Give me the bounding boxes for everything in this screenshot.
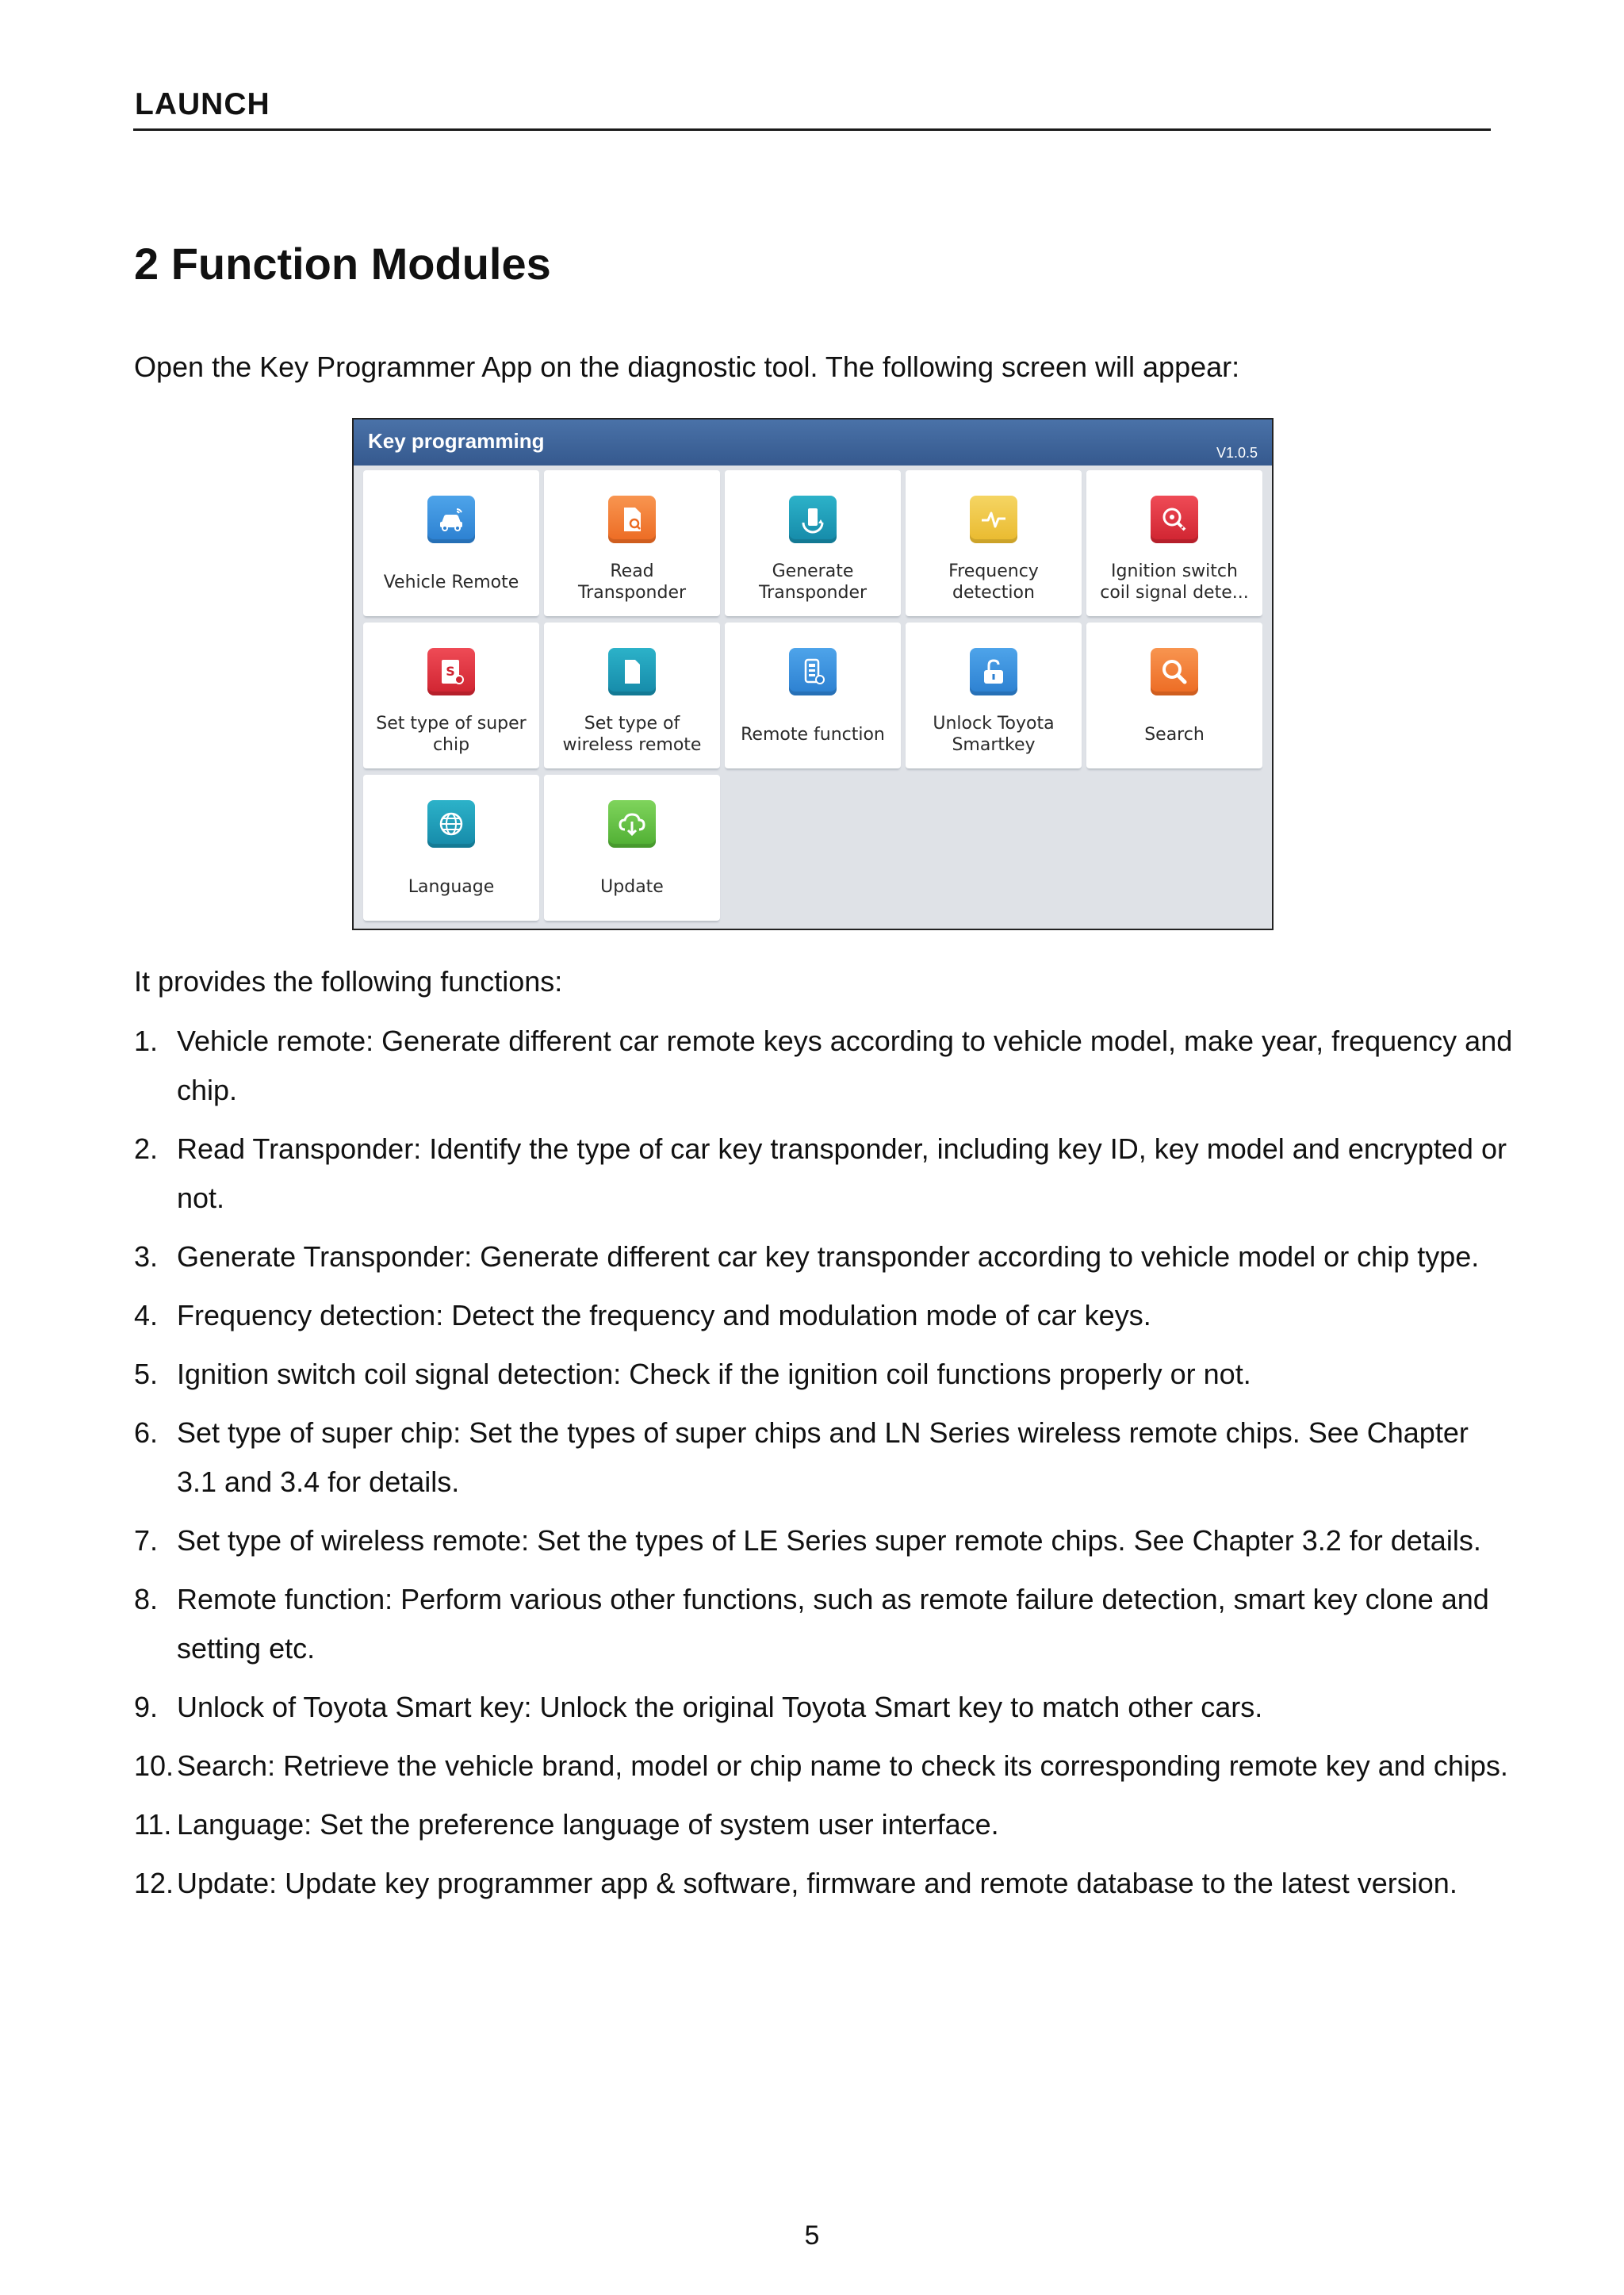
list-number: 5. [134, 1358, 159, 1390]
list-text: Set type of wireless remote: Set the types of LE Series super remote chips. See Chapter 3.2 for details. [177, 1524, 1481, 1557]
functions-list [134, 1017, 1514, 1918]
tile-label: Unlock Toyota Smartkey [933, 714, 1055, 755]
tile-label: Read Transponder [577, 561, 687, 603]
list-item [134, 1232, 1514, 1282]
tile-label: Update [600, 876, 664, 897]
cloud-download-icon [608, 800, 656, 848]
app-version: V1.0.5 [1216, 445, 1258, 461]
list-text: Generate Transponder: Generate different car key transponder according to vehicle model or chip type. [177, 1240, 1480, 1273]
intro-paragraph: Open the Key Programmer App on the diagnostic tool. The following screen will appear: [134, 351, 1240, 383]
list-number: 4. [134, 1299, 159, 1331]
tile-remote-function[interactable] [725, 623, 901, 768]
list-number: 1. [134, 1025, 159, 1057]
svg-text:S: S [446, 664, 455, 679]
list-text: Search: Retrieve the vehicle brand, model or chip name to check its corresponding remote key and chips. [177, 1749, 1508, 1782]
list-item [134, 1291, 1514, 1340]
search-icon [1151, 648, 1198, 695]
tile-unlock-toyota[interactable] [906, 623, 1082, 768]
wireless-remote-icon [608, 648, 656, 695]
list-text: Set type of super chip: Set the types of super chips and LN Series wireless remote chips. See Chapter 3.1 and 3.4 for details. [177, 1416, 1469, 1498]
tile-label: Vehicle Remote [383, 572, 519, 592]
list-item [134, 1017, 1514, 1115]
unlock-icon [970, 648, 1017, 695]
page-header [133, 87, 1491, 131]
tile-label: Language [408, 876, 495, 897]
list-text: Ignition switch coil signal detection: Check if the ignition coil functions properly or not. [177, 1358, 1251, 1390]
tile-wireless-remote[interactable] [544, 623, 720, 768]
remote-function-icon [789, 648, 837, 695]
tile-ignition-coil[interactable] [1086, 470, 1262, 616]
list-item [134, 1350, 1514, 1399]
tile-label: Remote function [741, 724, 885, 745]
tile-label: Set type of super chip [376, 714, 527, 755]
tile-label: Search [1144, 724, 1205, 745]
app-screenshot [352, 418, 1274, 930]
list-number: 12. [134, 1867, 174, 1899]
section-title: 2 Function Modules [134, 239, 551, 289]
tile-generate-transponder[interactable] [725, 470, 901, 616]
list-number: 3. [134, 1240, 159, 1273]
car-remote-icon [427, 496, 475, 543]
list-number: 8. [134, 1583, 159, 1615]
list-text: Frequency detection: Detect the frequency and modulation mode of car keys. [177, 1299, 1151, 1331]
list-item [134, 1516, 1514, 1565]
app-title: Key programming [368, 429, 545, 453]
list-number: 11. [134, 1808, 172, 1841]
page-number: 5 [804, 2220, 820, 2251]
tile-super-chip[interactable] [363, 623, 539, 768]
tile-language[interactable] [363, 775, 539, 921]
globe-icon [427, 800, 475, 848]
tile-label: Ignition switch coil signal dete... [1100, 561, 1249, 603]
tile-label: Generate Transponder [758, 561, 868, 603]
tile-label: Set type of wireless remote [562, 714, 702, 755]
list-text: Update: Update key programmer app & software, firmware and remote database to the latest version. [177, 1867, 1457, 1899]
tile-search[interactable] [1086, 623, 1262, 768]
brand-logo-text: LAUNCH [135, 87, 270, 121]
list-item [134, 1800, 1514, 1849]
frequency-icon [970, 496, 1017, 543]
list-number: 10. [134, 1749, 174, 1782]
read-transponder-icon [608, 496, 656, 543]
ignition-coil-icon [1151, 496, 1198, 543]
tile-label: Frequency detection [948, 561, 1039, 603]
list-item [134, 1125, 1514, 1223]
list-number: 2. [134, 1132, 159, 1165]
list-item [134, 1683, 1514, 1732]
list-text: Vehicle remote: Generate different car remote keys according to vehicle model, make year, frequency and chip. [177, 1025, 1513, 1106]
list-number: 7. [134, 1524, 159, 1557]
list-text: Unlock of Toyota Smart key: Unlock the original Toyota Smart key to match other cars. [177, 1691, 1263, 1723]
list-item [134, 1859, 1514, 1908]
list-text: Read Transponder: Identify the type of car key transponder, including key ID, key model and encrypted or not. [177, 1132, 1507, 1214]
list-number: 9. [134, 1691, 159, 1723]
list-item [134, 1741, 1514, 1791]
super-chip-icon [427, 648, 475, 695]
functions-intro: It provides the following functions: [134, 965, 563, 998]
list-text: Language: Set the preference language of system user interface. [177, 1808, 999, 1841]
tile-vehicle-remote[interactable] [363, 470, 539, 616]
list-number: 6. [134, 1416, 159, 1449]
tile-frequency-detection[interactable] [906, 470, 1082, 616]
list-item [134, 1575, 1514, 1673]
tile-read-transponder[interactable] [544, 470, 720, 616]
tile-update[interactable] [544, 775, 720, 921]
app-title-bar [354, 420, 1272, 466]
generate-transponder-icon [789, 496, 837, 543]
list-item [134, 1408, 1514, 1507]
list-text: Remote function: Perform various other functions, such as remote failure detection, smart key clone and setting etc. [177, 1583, 1489, 1665]
